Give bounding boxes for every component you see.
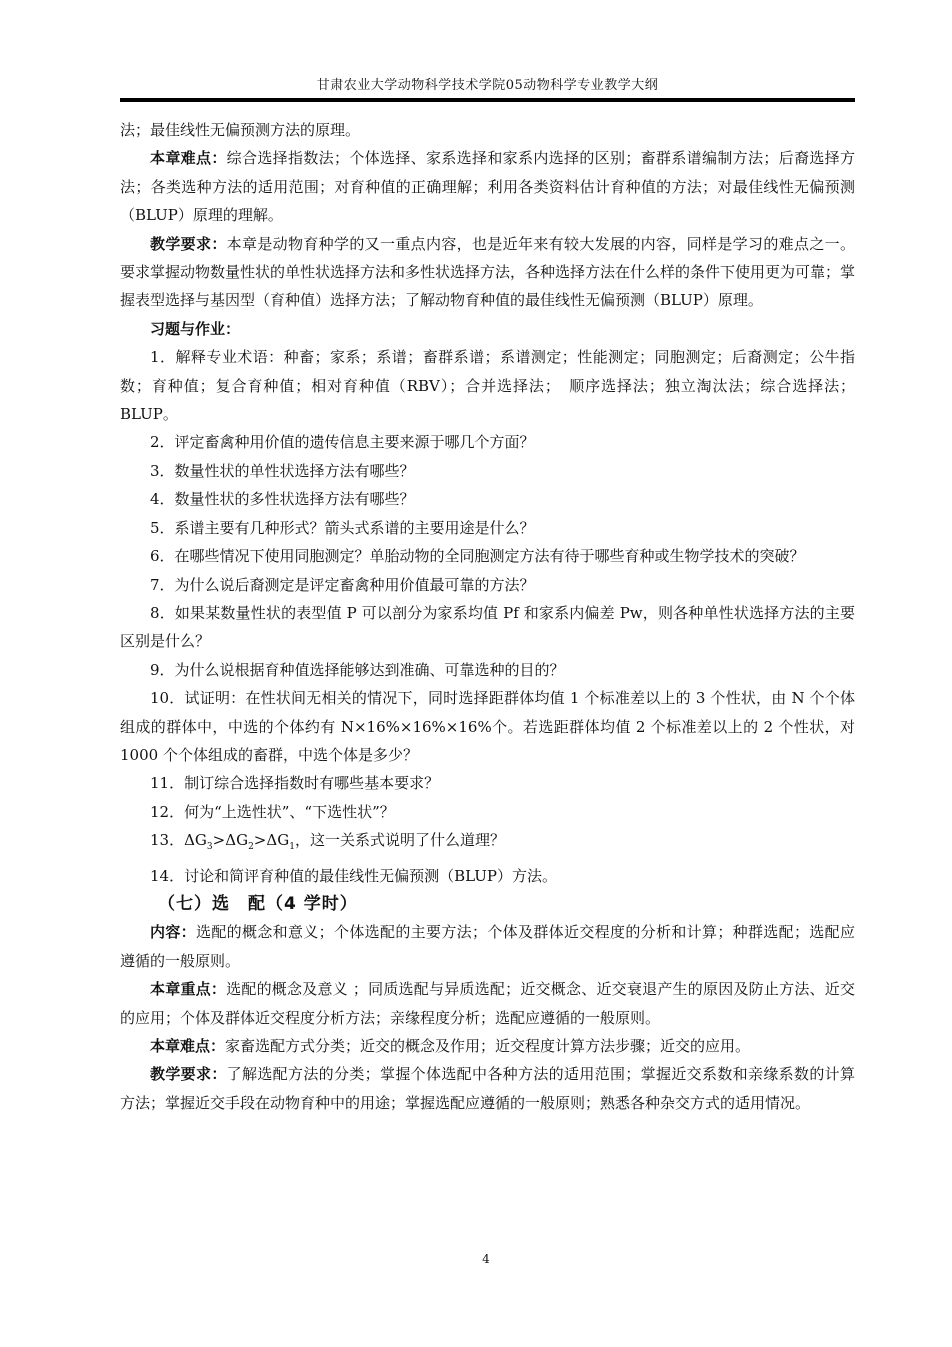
exercise-item-3: 3．数量性状的单性状选择方法有哪些？ [150, 461, 415, 480]
exercise-item-13: 13．$\Delta G_3>\Delta G_2>\Delta G_1$，这一关系式说明了什么道理？ [150, 831, 505, 853]
label-difficulties-2: 本章难点： [150, 1037, 226, 1055]
label-key-points: 本章重点： [150, 980, 227, 999]
paragraph-exercises-heading [120, 315, 855, 343]
section-heading: （七）选 配（4 学时） [158, 893, 358, 914]
exercise-item-8: 8．如果某数量性状的表型值 P 可以剖分为家系均值 Pf 和家系内偏差 Pw，则各种单性状选择方法的主要区别是什么？ [120, 603, 855, 651]
text-key-points: 选配的概念及意义 ；同质选配与异质选配；近交概念、近交衰退产生的原因及防止方法、近交的应用；个体及群体近交程度分析方法；亲缘程度分析；选配应遵循的一般原则。 [120, 980, 855, 1027]
exercise-item-11: 11．制订综合选择指数时有哪些基本要求？ [150, 774, 440, 793]
paragraph-requirements-2 [120, 1060, 855, 1117]
paragraph-content [120, 918, 855, 975]
paragraph-key-points [120, 975, 855, 1032]
text-difficulties-2: 家畜选配方式分类；近交的概念及作用；近交程度计算方法步骤；近交的应用。 [225, 1037, 751, 1055]
label-requirements: 教学要求： [150, 234, 227, 253]
exercise-item-14: 14．讨论和简评育种值的最佳线性无偏预测（BLUP）方法。 [150, 866, 557, 885]
paragraph-continuation: 法；最佳线性无偏预测方法的原理。 [120, 121, 361, 139]
exercise-item-12: 12．何为“上选性状”、“下选性状”？ [150, 802, 395, 821]
label-content: 内容： [150, 923, 196, 942]
exercise-item-1: 1．解释专业术语：种畜；家系；系谱；畜群系谱；系谱测定；性能测定；同胞测定；后裔测定；公牛指数；育种值；复合育种值；相对育种值（RBV）；合并选择法； 顺序选择法；独立淘汰法；综合选择法；BLUP。 [120, 348, 855, 424]
exercise-item-4: 4．数量性状的多性状选择方法有哪些？ [150, 490, 415, 509]
text-requirements-2: 了解选配方法的分类；掌握个体选配中各种方法的适用范围；掌握近交系数和亲缘系数的计算方法；掌握近交手段在动物育种中的用途；掌握选配应遵循的一般原则；熟悉各种杂交方式的适用情况。 [120, 1065, 855, 1112]
page-header: 甘肃农业大学动物科学技术学院05动物科学专业教学大纲 [316, 78, 659, 93]
label-requirements-2: 教学要求： [150, 1065, 227, 1084]
paragraph-difficulties [120, 144, 855, 229]
text-content: 选配的概念和意义；个体选配的主要方法；个体及群体近交程度的分析和计算；种群选配；选配应遵循的一般原则。 [120, 923, 855, 970]
paragraph-difficulties-2 [120, 1032, 855, 1060]
header-rule [120, 98, 855, 102]
exercise-item-10: 10．试证明：在性状间无相关的情况下，同时选择距群体均值 1 个标准差以上的 3 个性状，由 N 个个体组成的群体中，中选的个体约有 N×16%×16%×16%个。若选距群体均值 2 个标准差以上的 2 个性状，对 1000 个个体组成的畜群，中选个体是多少？ [120, 689, 855, 764]
text-requirements: 本章是动物育种学的又一重点内容，也是近年来有较大发展的内容，同样是学习的难点之一。要求掌握动物数量性状的单性状选择方法和多性状选择方法，各种选择方法在什么样的条件下使用更为可靠；掌握表型选择与基因型（育种值）选择方法；了解动物育种值的最佳线性无偏预测（BLUP）原理。 [120, 234, 856, 310]
text-difficulties: 综合选择指数法；个体选择、家系选择和家系内选择的区别；畜群系谱编制方法；后裔选择方法；各类选种方法的适用范围；对育种值的正确理解；利用各类资料估计育种值的方法；对最佳线性无偏预测（BLUP）原理的理解。 [120, 149, 855, 225]
exercise-item-6: 6．在哪些情况下使用同胞测定？单胎动物的全同胞测定方法有待于哪些育种或生物学技术的突破？ [150, 547, 805, 566]
label-difficulties: 本章难点： [150, 149, 227, 168]
document-body [120, 116, 855, 1117]
exercise-item-9: 9．为什么说根据育种值选择能够达到准确、可靠选种的目的？ [150, 660, 565, 679]
exercise-item-5: 5．系谱主要有几种形式？箭头式系谱的主要用途是什么？ [150, 518, 535, 537]
exercise-item-7: 7．为什么说后裔测定是评定畜禽种用价值最可靠的方法？ [150, 575, 535, 594]
exercise-item-2: 2．评定畜禽种用价值的遗传信息主要来源于哪几个方面？ [150, 433, 535, 452]
paragraph-requirements [120, 230, 855, 315]
page-number: 4 [482, 1252, 490, 1266]
label-exercises: 习题与作业： [150, 319, 241, 338]
